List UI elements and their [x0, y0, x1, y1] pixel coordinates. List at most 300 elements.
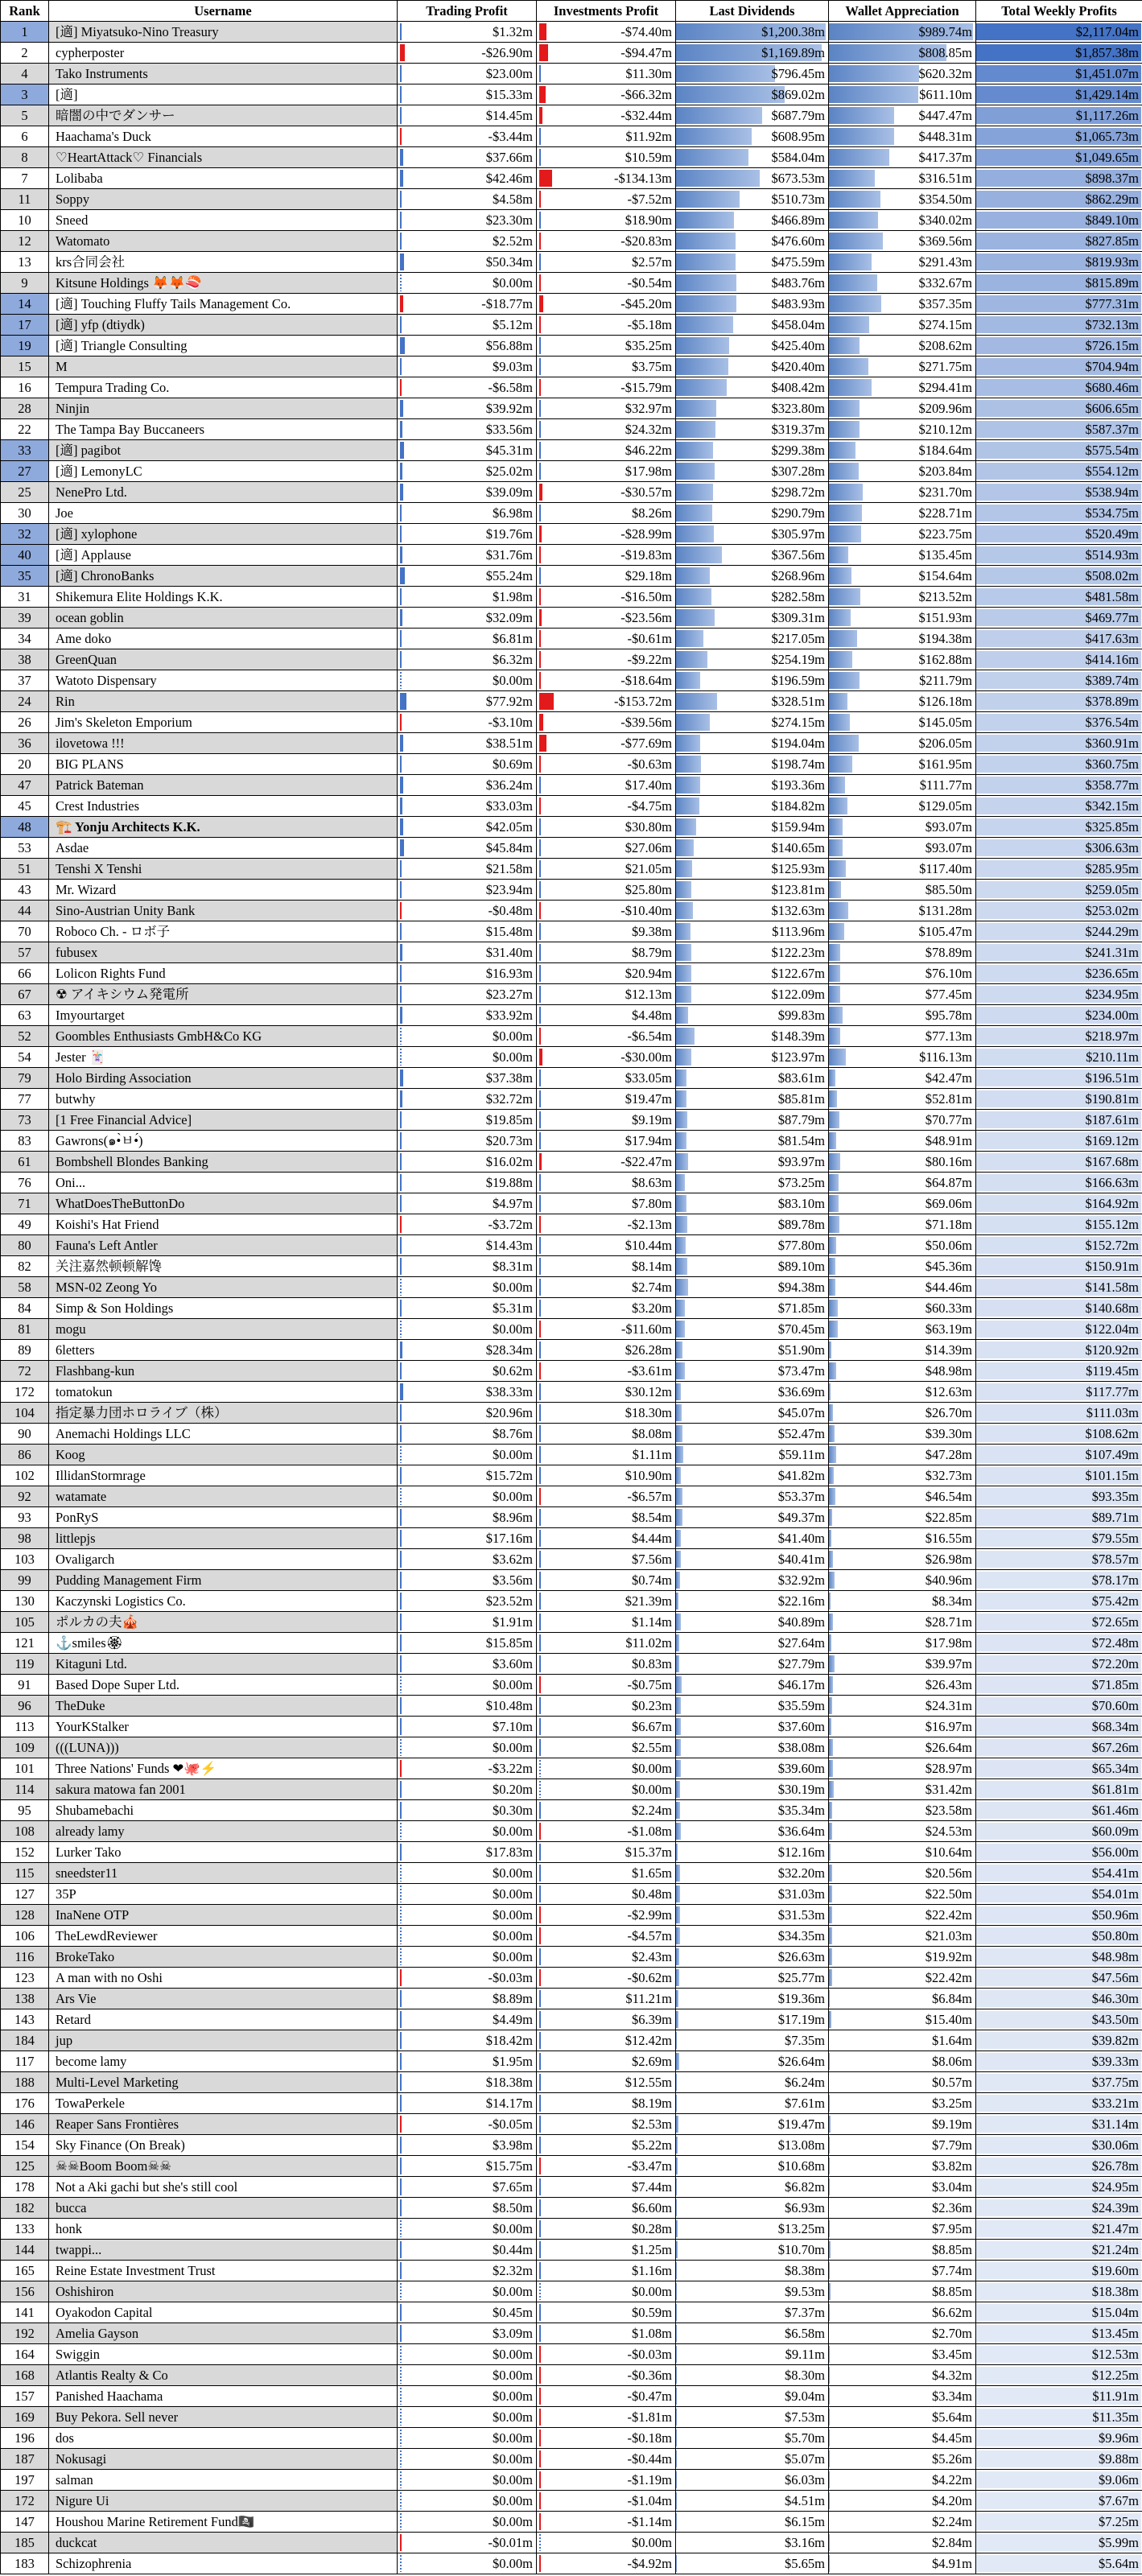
- wallet-appreciation-cell-value: $71.18m: [925, 1217, 972, 1232]
- last-dividends-cell: [676, 315, 829, 336]
- total-weekly-profits-cell-value: $11.35m: [1092, 2409, 1139, 2425]
- wallet-appreciation-cell-value: $203.84m: [918, 464, 972, 479]
- trading-profit-cell: [398, 984, 537, 1005]
- wallet-appreciation-cell-bar: [829, 107, 894, 124]
- wallet-appreciation-cell-value: $316.51m: [918, 171, 972, 186]
- total-weekly-profits-cell-value: $56.00m: [1091, 1844, 1139, 1860]
- last-dividends-cell-bar: [676, 651, 707, 668]
- table-row: [1, 1612, 1142, 1633]
- trading-profit-cell-bar: [400, 379, 402, 396]
- username-cell: YourKStalker: [49, 1717, 398, 1737]
- trading-profit-cell-value: $21.58m: [485, 861, 533, 876]
- last-dividends-cell: [676, 2302, 829, 2323]
- total-weekly-profits-cell: [976, 670, 1142, 691]
- wallet-appreciation-cell: [829, 608, 976, 629]
- last-dividends-cell-bar: [676, 274, 736, 291]
- investments-profit-cell: [537, 2512, 676, 2533]
- username-cell: Oyakodon Capital: [49, 2302, 398, 2323]
- total-weekly-profits-cell-value: $187.61m: [1085, 1112, 1139, 1127]
- wallet-appreciation-cell: [829, 733, 976, 754]
- table-row: [1, 1361, 1142, 1382]
- trading-profit-cell: [398, 2407, 537, 2428]
- last-dividends-cell: [676, 2135, 829, 2156]
- trading-profit-cell: [398, 1361, 537, 1382]
- investments-profit-cell: [537, 1068, 676, 1089]
- investments-profit-cell: [537, 2240, 676, 2261]
- trading-profit-cell-value: $0.69m: [493, 756, 533, 772]
- rank-cell: 183: [1, 2553, 49, 2574]
- investments-profit-cell-bar: [539, 1865, 541, 1882]
- investments-profit-cell-value: $2.55m: [632, 1740, 672, 1755]
- trading-profit-cell: [398, 1863, 537, 1884]
- last-dividends-cell-bar: [676, 316, 733, 333]
- total-weekly-profits-cell: [976, 2553, 1142, 2574]
- wallet-appreciation-cell: [829, 1445, 976, 1465]
- investments-profit-cell-bar: [539, 1572, 541, 1589]
- trading-profit-cell-value: $0.00m: [493, 1321, 533, 1337]
- investments-profit-cell-bar: [539, 1237, 541, 1254]
- last-dividends-cell-value: $59.11m: [778, 1447, 825, 1462]
- total-weekly-profits-cell-value: $285.95m: [1085, 861, 1139, 876]
- investments-profit-cell: [537, 1193, 676, 1214]
- wallet-appreciation-cell-value: $231.70m: [918, 484, 972, 500]
- trading-profit-cell-value: $36.24m: [485, 777, 533, 793]
- last-dividends-cell-bar: [676, 1090, 686, 1107]
- investments-profit-cell-value: -$0.54m: [627, 275, 672, 291]
- wallet-appreciation-cell-bar: [829, 274, 877, 291]
- trading-profit-cell-bar: [400, 2367, 402, 2384]
- rank-cell: 101: [1, 1758, 49, 1779]
- last-dividends-cell-bar: [676, 400, 716, 417]
- username-cell: Watoto Dispensary: [49, 670, 398, 691]
- last-dividends-cell: [676, 880, 829, 901]
- table-row: [1, 608, 1142, 629]
- investments-profit-cell: [537, 1612, 676, 1633]
- investments-profit-cell: [537, 670, 676, 691]
- username-cell: salman: [49, 2470, 398, 2491]
- investments-profit-cell-value: $17.40m: [625, 777, 672, 793]
- wallet-appreciation-cell: [829, 2093, 976, 2114]
- total-weekly-profits-cell-value: $520.49m: [1085, 526, 1139, 542]
- wallet-appreciation-cell-value: $22.50m: [925, 1886, 972, 1902]
- last-dividends-cell: [676, 1235, 829, 1256]
- total-weekly-profits-cell: [976, 1214, 1142, 1235]
- trading-profit-cell-bar: [400, 191, 402, 208]
- investments-profit-cell-value: -$77.69m: [620, 736, 672, 751]
- investments-profit-cell-bar: [539, 672, 541, 689]
- investments-profit-cell-bar: [539, 484, 542, 501]
- trading-profit-cell-bar: [400, 756, 402, 773]
- wallet-appreciation-cell-bar: [829, 1028, 840, 1045]
- last-dividends-cell-bar: [676, 2346, 677, 2363]
- last-dividends-cell-value: $6.15m: [785, 2514, 825, 2529]
- last-dividends-cell-bar: [676, 1530, 681, 1547]
- trading-profit-cell-bar: [400, 609, 402, 626]
- rank-cell: 8: [1, 147, 49, 168]
- username-cell: 关注嘉然顿顿解馋: [49, 1256, 398, 1277]
- wallet-appreciation-cell-bar: [829, 1425, 835, 1442]
- wallet-appreciation-cell-value: $206.05m: [918, 736, 972, 751]
- investments-profit-cell-bar: [539, 777, 541, 793]
- last-dividends-cell-value: $36.69m: [777, 1384, 825, 1399]
- trading-profit-cell-value: $0.00m: [493, 1280, 533, 1295]
- rank-cell: 109: [1, 1737, 49, 1758]
- trading-profit-cell: [398, 1884, 537, 1905]
- wallet-appreciation-cell-bar: [829, 316, 869, 333]
- trading-profit-cell-bar: [400, 149, 403, 166]
- total-weekly-profits-cell: [976, 210, 1142, 231]
- last-dividends-cell: [676, 1068, 829, 1089]
- rank-cell: 4: [1, 64, 49, 84]
- total-weekly-profits-cell: [976, 43, 1142, 64]
- last-dividends-cell: [676, 168, 829, 189]
- investments-profit-cell: [537, 984, 676, 1005]
- username-cell: Amelia Gayson: [49, 2323, 398, 2344]
- trading-profit-cell-value: $0.45m: [493, 2305, 533, 2320]
- wallet-appreciation-cell-value: $32.73m: [925, 1468, 972, 1483]
- investments-profit-cell-bar: [539, 170, 552, 187]
- investments-profit-cell: [537, 1235, 676, 1256]
- last-dividends-cell: [676, 524, 829, 545]
- wallet-appreciation-cell-bar: [829, 1174, 839, 1191]
- rank-cell: 57: [1, 942, 49, 963]
- table-row: [1, 168, 1142, 189]
- trading-profit-cell-value: $4.58m: [493, 192, 533, 207]
- total-weekly-profits-cell: [976, 440, 1142, 461]
- username-cell: Based Dope Super Ltd.: [49, 1675, 398, 1696]
- last-dividends-cell-bar: [676, 1906, 680, 1923]
- trading-profit-cell: [398, 2533, 537, 2553]
- wallet-appreciation-cell: [829, 2386, 976, 2407]
- last-dividends-cell-value: $483.76m: [771, 275, 825, 291]
- last-dividends-cell: [676, 796, 829, 817]
- wallet-appreciation-cell-value: $40.96m: [925, 1572, 972, 1588]
- last-dividends-cell-bar: [676, 65, 775, 82]
- last-dividends-cell: [676, 1863, 829, 1884]
- wallet-appreciation-cell: [829, 1403, 976, 1424]
- last-dividends-cell: [676, 377, 829, 398]
- trading-profit-cell: [398, 2093, 537, 2114]
- username-cell: tomatokun: [49, 1382, 398, 1403]
- last-dividends-cell: [676, 43, 829, 64]
- trading-profit-cell: [398, 2512, 537, 2533]
- last-dividends-cell: [676, 691, 829, 712]
- total-weekly-profits-cell-value: $67.26m: [1091, 1740, 1139, 1755]
- username-cell: Joe: [49, 503, 398, 524]
- trading-profit-cell: [398, 1989, 537, 2009]
- total-weekly-profits-cell: [976, 64, 1142, 84]
- trading-profit-cell: [398, 2281, 537, 2302]
- rank-cell: 102: [1, 1465, 49, 1486]
- investments-profit-cell-bar: [539, 2053, 541, 2070]
- username-cell: TowaPerkele: [49, 2093, 398, 2114]
- last-dividends-cell-bar: [676, 2095, 677, 2112]
- trading-profit-cell-value: $39.09m: [485, 484, 533, 500]
- last-dividends-cell: [676, 2386, 829, 2407]
- trading-profit-cell-bar: [400, 1969, 402, 1986]
- last-dividends-cell-bar: [676, 2388, 677, 2405]
- trading-profit-cell-bar: [400, 1927, 402, 1944]
- trading-profit-cell: [398, 1068, 537, 1089]
- total-weekly-profits-cell: [976, 1235, 1142, 1256]
- wallet-appreciation-cell-value: $16.55m: [925, 1531, 972, 1546]
- wallet-appreciation-cell-value: $211.79m: [919, 673, 972, 688]
- investments-profit-cell-value: $0.74m: [632, 1572, 672, 1588]
- wallet-appreciation-cell-bar: [829, 2430, 830, 2446]
- total-weekly-profits-cell-value: $152.72m: [1085, 1238, 1139, 1253]
- investments-profit-cell-bar: [539, 1383, 541, 1400]
- rank-cell: 67: [1, 984, 49, 1005]
- trading-profit-cell-value: $0.00m: [493, 1886, 533, 1902]
- trading-profit-cell: [398, 1047, 537, 1068]
- trading-profit-cell: [398, 859, 537, 880]
- last-dividends-cell-value: $89.10m: [777, 1259, 825, 1274]
- trading-profit-cell-value: $15.48m: [485, 924, 533, 939]
- username-cell: Goombles Enthusiasts GmbH&Co KG: [49, 1026, 398, 1047]
- table-row: [1, 545, 1142, 566]
- last-dividends-cell: [676, 1465, 829, 1486]
- wallet-appreciation-cell-bar: [829, 149, 889, 166]
- investments-profit-cell-value: -$2.99m: [627, 1907, 672, 1923]
- table-row: [1, 587, 1142, 608]
- last-dividends-cell-value: $13.08m: [777, 2137, 825, 2153]
- investments-profit-cell-value: $11.21m: [625, 1991, 672, 2006]
- table-row: [1, 691, 1142, 712]
- total-weekly-profits-cell-value: $48.98m: [1091, 1949, 1139, 1964]
- wallet-appreciation-cell-bar: [829, 2220, 830, 2237]
- wallet-appreciation-cell-bar: [829, 546, 848, 563]
- trading-profit-cell-value: $1.95m: [493, 2054, 533, 2069]
- investments-profit-cell-bar: [539, 693, 554, 710]
- last-dividends-cell-bar: [676, 672, 700, 689]
- total-weekly-profits-cell-value: $89.71m: [1091, 1510, 1139, 1525]
- trading-profit-cell-value: $0.00m: [493, 1824, 533, 1839]
- last-dividends-cell-bar: [676, 2409, 677, 2426]
- last-dividends-cell-value: $26.63m: [777, 1949, 825, 1964]
- wallet-appreciation-cell-value: $15.40m: [925, 2012, 972, 2027]
- last-dividends-cell-bar: [676, 1865, 680, 1882]
- investments-profit-cell-value: -$0.75m: [627, 1677, 672, 1692]
- trading-profit-cell-bar: [400, 2450, 402, 2467]
- rank-cell: 61: [1, 1152, 49, 1173]
- wallet-appreciation-cell: [829, 1612, 976, 1633]
- investments-profit-cell-value: -$7.52m: [627, 192, 672, 207]
- total-weekly-profits-cell-value: $24.95m: [1091, 2179, 1139, 2195]
- last-dividends-cell: [676, 1507, 829, 1528]
- trading-profit-cell-value: $15.72m: [485, 1468, 533, 1483]
- investments-profit-cell: [537, 482, 676, 503]
- investments-profit-cell-bar: [539, 2513, 541, 2530]
- trading-profit-cell-value: $16.93m: [485, 966, 533, 981]
- last-dividends-cell: [676, 963, 829, 984]
- wallet-appreciation-cell: [829, 2135, 976, 2156]
- last-dividends-cell-bar: [676, 2199, 677, 2216]
- wallet-appreciation-cell-value: $162.88m: [918, 652, 972, 667]
- investments-profit-cell-bar: [539, 1070, 541, 1086]
- last-dividends-cell-bar: [676, 2555, 677, 2572]
- total-weekly-profits-cell-value: $414.16m: [1085, 652, 1139, 667]
- wallet-appreciation-cell-bar: [829, 1802, 832, 1819]
- investments-profit-cell-bar: [539, 2304, 541, 2321]
- wallet-appreciation-cell: [829, 629, 976, 649]
- trading-profit-cell: [398, 1152, 537, 1173]
- table-row: [1, 461, 1142, 482]
- wallet-appreciation-cell: [829, 670, 976, 691]
- total-weekly-profits-cell: [976, 2386, 1142, 2407]
- last-dividends-cell-value: $323.80m: [771, 401, 825, 416]
- wallet-appreciation-cell-bar: [829, 65, 919, 82]
- trading-profit-cell: [398, 608, 537, 629]
- trading-profit-cell-bar: [400, 526, 402, 542]
- trading-profit-cell-value: $45.84m: [485, 840, 533, 855]
- total-weekly-profits-cell-value: $78.17m: [1091, 1572, 1139, 1588]
- last-dividends-cell: [676, 1654, 829, 1675]
- investments-profit-cell-value: $20.94m: [625, 966, 672, 981]
- investments-profit-cell: [537, 2051, 676, 2072]
- rank-cell: 52: [1, 1026, 49, 1047]
- wallet-appreciation-cell-value: $24.31m: [925, 1698, 972, 1713]
- investments-profit-cell: [537, 1298, 676, 1319]
- total-weekly-profits-cell: [976, 1298, 1142, 1319]
- investments-profit-cell-bar: [539, 735, 546, 752]
- investments-profit-cell-bar: [539, 714, 543, 731]
- wallet-appreciation-cell: [829, 1989, 976, 2009]
- trading-profit-cell-value: $0.00m: [493, 2472, 533, 2487]
- investments-profit-cell-bar: [539, 2241, 541, 2258]
- last-dividends-cell-value: $32.92m: [777, 1572, 825, 1588]
- wallet-appreciation-cell-bar: [829, 1404, 833, 1421]
- last-dividends-cell: [676, 629, 829, 649]
- header-total-weekly-profits: Total Weekly Profits: [976, 1, 1142, 22]
- last-dividends-cell: [676, 1173, 829, 1193]
- wallet-appreciation-cell-bar: [829, 1823, 832, 1840]
- last-dividends-cell-value: $73.47m: [777, 1363, 825, 1379]
- trading-profit-cell: [398, 1758, 537, 1779]
- investments-profit-cell-value: $21.05m: [625, 861, 672, 876]
- table-row: [1, 377, 1142, 398]
- last-dividends-cell-bar: [676, 2220, 678, 2237]
- last-dividends-cell: [676, 2512, 829, 2533]
- total-weekly-profits-cell: [976, 2198, 1142, 2219]
- wallet-appreciation-cell: [829, 1319, 976, 1340]
- wallet-appreciation-cell-bar: [829, 839, 843, 856]
- trading-profit-cell-value: $23.00m: [485, 66, 533, 81]
- wallet-appreciation-cell-value: $42.47m: [925, 1070, 972, 1086]
- last-dividends-cell: [676, 2114, 829, 2135]
- trading-profit-cell-bar: [400, 274, 402, 291]
- username-cell: Schizophrenia: [49, 2553, 398, 2574]
- trading-profit-cell: [398, 1821, 537, 1842]
- last-dividends-cell-bar: [676, 567, 710, 584]
- trading-profit-cell-bar: [400, 1990, 402, 2007]
- total-weekly-profits-cell: [976, 2114, 1142, 2135]
- last-dividends-cell-value: $39.60m: [777, 1761, 825, 1776]
- wallet-appreciation-cell-value: $4.45m: [932, 2430, 972, 2446]
- last-dividends-cell-bar: [676, 1676, 682, 1693]
- total-weekly-profits-cell: [976, 2240, 1142, 2261]
- rank-cell: 76: [1, 1173, 49, 1193]
- trading-profit-cell: [398, 1612, 537, 1633]
- total-weekly-profits-cell: [976, 168, 1142, 189]
- total-weekly-profits-cell: [976, 1277, 1142, 1298]
- table-row: [1, 105, 1142, 126]
- investments-profit-cell: [537, 2198, 676, 2219]
- table-row: [1, 231, 1142, 252]
- wallet-appreciation-cell-bar: [829, 1760, 833, 1777]
- trading-profit-cell-value: $0.44m: [493, 2242, 533, 2257]
- investments-profit-cell-bar: [539, 986, 541, 1003]
- last-dividends-cell-value: $132.63m: [771, 903, 825, 918]
- last-dividends-cell-value: $483.93m: [771, 296, 825, 311]
- last-dividends-cell-bar: [676, 2325, 677, 2342]
- last-dividends-cell-value: $41.40m: [777, 1531, 825, 1546]
- rank-cell: 157: [1, 2386, 49, 2407]
- trading-profit-cell-bar: [400, 1153, 402, 1170]
- last-dividends-cell-bar: [676, 1446, 683, 1463]
- last-dividends-cell-value: $319.37m: [771, 422, 825, 437]
- wallet-appreciation-cell-bar: [829, 295, 881, 312]
- wallet-appreciation-cell: [829, 189, 976, 210]
- total-weekly-profits-cell: [976, 2407, 1142, 2428]
- last-dividends-cell-bar: [676, 505, 712, 521]
- last-dividends-cell: [676, 1026, 829, 1047]
- trading-profit-cell-value: $0.00m: [493, 1740, 533, 1755]
- wallet-appreciation-cell-value: $116.13m: [919, 1049, 972, 1065]
- wallet-appreciation-cell-bar: [829, 1090, 837, 1107]
- last-dividends-cell: [676, 461, 829, 482]
- rank-cell: 79: [1, 1068, 49, 1089]
- rank-cell: 197: [1, 2470, 49, 2491]
- table-row: [1, 1717, 1142, 1737]
- investments-profit-cell: [537, 1947, 676, 1968]
- investments-profit-cell-value: -$94.47m: [620, 45, 672, 60]
- last-dividends-cell-bar: [676, 2513, 677, 2530]
- investments-profit-cell: [537, 1152, 676, 1173]
- total-weekly-profits-cell-value: $234.95m: [1085, 987, 1139, 1002]
- last-dividends-cell: [676, 2009, 829, 2030]
- last-dividends-cell: [676, 1256, 829, 1277]
- investments-profit-cell-value: $8.54m: [632, 1510, 672, 1525]
- trading-profit-cell-value: $2.52m: [493, 233, 533, 249]
- total-weekly-profits-cell: [976, 1486, 1142, 1507]
- wallet-appreciation-cell: [829, 2553, 976, 2574]
- rank-cell: 192: [1, 2323, 49, 2344]
- last-dividends-cell: [676, 1737, 829, 1758]
- last-dividends-cell-value: $4.51m: [785, 2493, 825, 2508]
- wallet-appreciation-cell-value: $7.79m: [932, 2137, 972, 2153]
- trading-profit-cell-bar: [400, 798, 402, 814]
- rank-cell: 86: [1, 1445, 49, 1465]
- total-weekly-profits-cell: [976, 84, 1142, 105]
- total-weekly-profits-cell: [976, 147, 1142, 168]
- last-dividends-cell-bar: [676, 2241, 678, 2258]
- header-trading-profit: Trading Profit: [398, 1, 537, 22]
- trading-profit-cell: [398, 147, 537, 168]
- wallet-appreciation-cell-bar: [829, 2011, 831, 2028]
- wallet-appreciation-cell: [829, 315, 976, 336]
- last-dividends-cell: [676, 2323, 829, 2344]
- investments-profit-cell: [537, 1591, 676, 1612]
- wallet-appreciation-cell-bar: [829, 1132, 836, 1149]
- trading-profit-cell-bar: [400, 693, 406, 710]
- username-cell: [適] Touching Fluffy Tails Management Co.: [49, 294, 398, 315]
- last-dividends-cell-value: $328.51m: [771, 694, 825, 709]
- investments-profit-cell-bar: [539, 2283, 541, 2300]
- table-row: [1, 189, 1142, 210]
- investments-profit-cell-bar: [539, 2430, 541, 2446]
- username-cell: Gawrons(๑•̀ㅂ•́): [49, 1131, 398, 1152]
- last-dividends-cell-value: $584.04m: [771, 150, 825, 165]
